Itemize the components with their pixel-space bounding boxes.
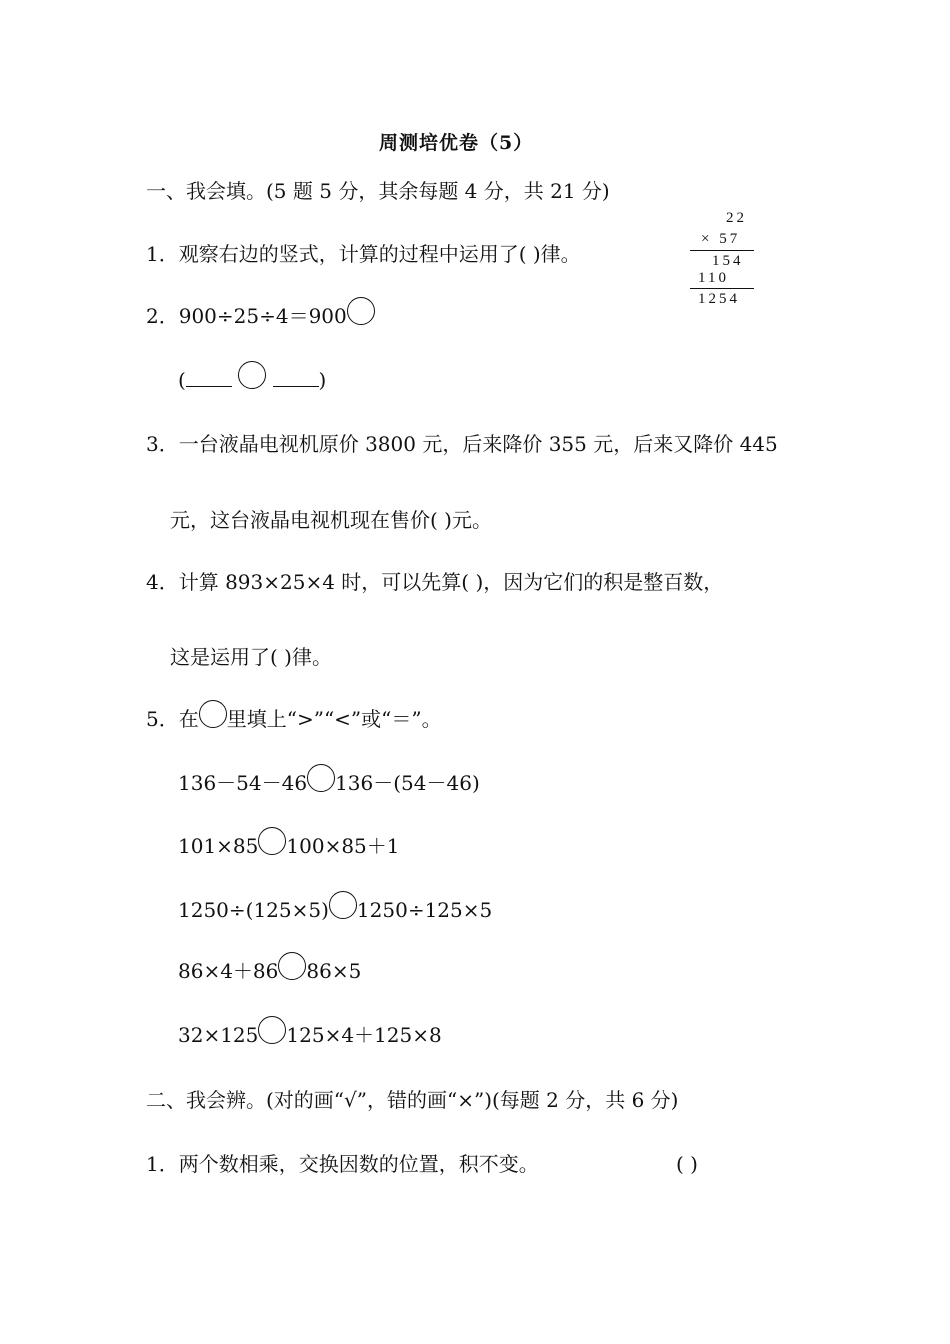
vertical-rule-2 bbox=[690, 288, 754, 289]
section2-question-1: 1．两个数相乘，交换因数的位置，积不变。 bbox=[146, 1152, 539, 1176]
compare-row-3 bbox=[178, 897, 492, 923]
compare-left: 86×4＋86 bbox=[178, 959, 279, 983]
question-2-text: 2．900÷25÷4＝900 bbox=[146, 304, 347, 328]
question-3-line1: 3．一台液晶电视机原价 3800 元，后来降价 355 元，后来又降价 445 bbox=[146, 432, 778, 456]
compare-row-1 bbox=[178, 770, 480, 796]
question-3-line2: 元，这台液晶电视机现在售价( )元。 bbox=[170, 508, 492, 532]
question-2-line2 bbox=[178, 367, 326, 393]
circle-example bbox=[199, 700, 227, 728]
vertical-line-3: 154 bbox=[712, 253, 744, 269]
answer-blank[interactable] bbox=[186, 368, 232, 387]
compare-right: 136－(54－46) bbox=[335, 771, 480, 795]
compare-row-5 bbox=[178, 1022, 442, 1048]
section1-heading: 一、我会填。(5 题 5 分，其余每题 4 分，共 21 分) bbox=[146, 179, 610, 203]
answer-circle[interactable] bbox=[307, 764, 335, 792]
answer-circle[interactable] bbox=[258, 1016, 286, 1044]
question-4-line2: 这是运用了( )律。 bbox=[170, 645, 332, 669]
vertical-line-2: × 57 bbox=[701, 231, 741, 247]
compare-left: 32×125 bbox=[178, 1023, 259, 1047]
compare-right: 86×5 bbox=[306, 959, 362, 983]
question-5 bbox=[146, 706, 442, 732]
vertical-line-1: 22 bbox=[726, 210, 747, 226]
compare-right: 125×4＋125×8 bbox=[286, 1023, 442, 1047]
judge-answer-paren[interactable]: ( ) bbox=[676, 1152, 698, 1176]
page-title: 周测培优卷（5） bbox=[379, 132, 534, 154]
compare-left: 1250÷(125×5) bbox=[178, 898, 329, 922]
question-5-text-a: 5．在 bbox=[146, 707, 199, 731]
question-2-line1 bbox=[146, 303, 375, 329]
question-1: 1．观察右边的竖式，计算的过程中运用了( )律。 bbox=[146, 242, 581, 266]
answer-circle[interactable] bbox=[347, 297, 375, 325]
paren-close: ) bbox=[318, 368, 327, 392]
compare-row-4 bbox=[178, 958, 361, 984]
section2-heading: 二、我会辨。(对的画“√”，错的画“×”)(每题 2 分，共 6 分) bbox=[146, 1088, 679, 1112]
paren-open: ( bbox=[178, 368, 186, 392]
answer-circle[interactable] bbox=[278, 952, 306, 980]
compare-row-2 bbox=[178, 833, 400, 859]
compare-right: 1250÷125×5 bbox=[356, 898, 493, 922]
compare-right: 100×85＋1 bbox=[286, 834, 400, 858]
answer-circle[interactable] bbox=[258, 827, 286, 855]
compare-left: 136－54－46 bbox=[178, 771, 308, 795]
vertical-rule-1 bbox=[690, 250, 754, 251]
question-5-text-b: 里填上“>”“<”或“＝”。 bbox=[226, 707, 442, 731]
answer-circle[interactable] bbox=[329, 891, 357, 919]
compare-left: 101×85 bbox=[178, 834, 259, 858]
answer-circle[interactable] bbox=[238, 361, 266, 389]
vertical-line-4: 110 bbox=[698, 270, 729, 286]
answer-blank[interactable] bbox=[273, 368, 319, 387]
vertical-line-5: 1254 bbox=[698, 291, 740, 307]
question-4-line1: 4．计算 893×25×4 时，可以先算( )，因为它们的积是整百数， bbox=[146, 570, 724, 594]
